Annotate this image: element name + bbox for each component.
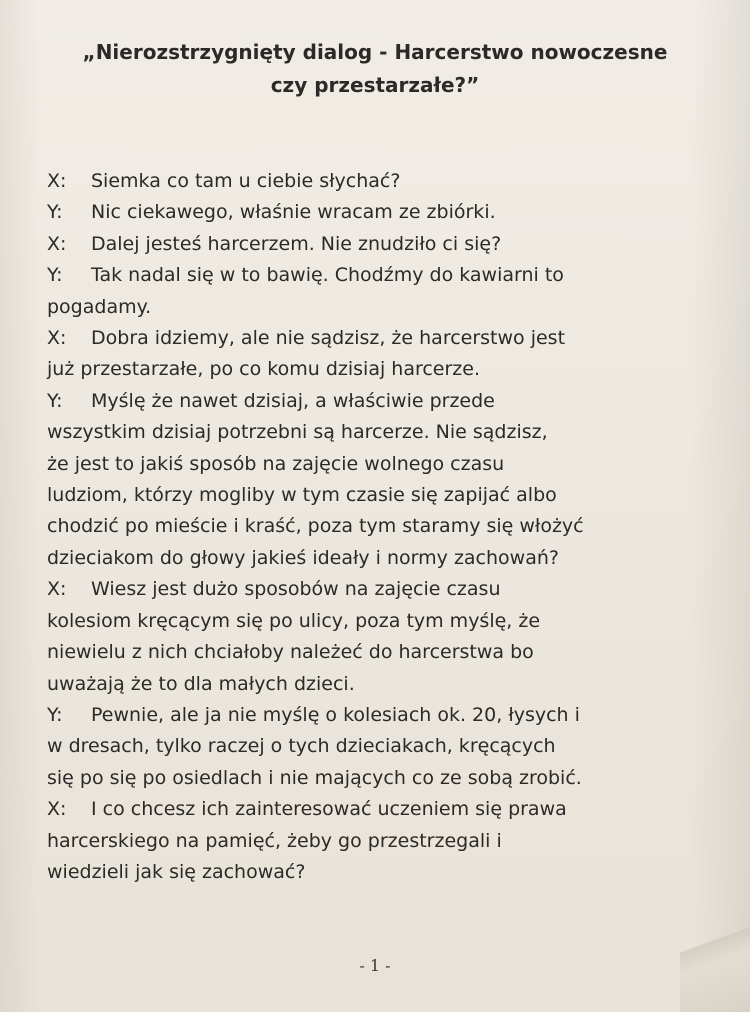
document-title — [0, 36, 750, 102]
dialog-text: wszystkim dzisiaj potrzebni są harcerze. Nie sądzisz, — [47, 421, 548, 444]
dialog-line-continuation — [47, 606, 697, 637]
dialog-text: pogadamy. — [47, 295, 152, 318]
dialog-line-continuation — [47, 511, 697, 542]
dialog-line — [47, 574, 697, 605]
dialog-line — [47, 260, 697, 291]
speaker-label: X: — [47, 327, 67, 350]
speaker-label: X: — [47, 578, 67, 601]
speaker-label: X: — [47, 232, 67, 255]
dialog-line-continuation — [47, 763, 697, 794]
dialog-text: Dobra idziemy, ale nie sądzisz, że harcerstwo jest — [91, 327, 566, 350]
title-line-2: czy przestarzałe?” — [270, 73, 480, 97]
page-shadow-right — [690, 0, 750, 1012]
dialog-text: dzieciakom do głowy jakieś ideały i normy zachowań? — [47, 546, 559, 569]
dialog-text: harcerskiego na pamięć, żeby go przestrzegali i — [47, 829, 502, 852]
dialog-text: I co chcesz ich zainteresować uczeniem się prawa — [91, 798, 567, 821]
dialog-line-continuation — [47, 857, 697, 888]
dialog-text: Siemka co tam u ciebie słychać? — [91, 170, 401, 192]
dialog-line — [47, 700, 697, 731]
dialog-text: się po się po osiedlach i nie mających co ze sobą zrobić. — [47, 766, 582, 789]
dialog-line — [47, 197, 697, 228]
dialog-line — [47, 166, 697, 197]
dialog-line — [47, 229, 697, 260]
dialog-text: Wiesz jest dużo sposobów na zajęcie czasu — [91, 578, 501, 601]
dialog-line-continuation — [47, 292, 697, 323]
dialog-text: uważają że to dla małych dzieci. — [47, 672, 355, 695]
title-line-1: „Nierozstrzygnięty dialog - Harcerstwo nowoczesne — [82, 40, 668, 64]
dialog-text: Nic ciekawego, właśnie wracam ze zbiórki. — [91, 201, 496, 224]
dialog-line-continuation — [47, 480, 697, 511]
dialog-text: kolesiom kręcącym się po ulicy, poza tym myślę, że — [47, 609, 541, 632]
dialog-text: niewielu z nich chciałoby należeć do harcerstwa bo — [47, 641, 534, 664]
dialog-line — [47, 386, 697, 417]
dialog-line-continuation — [47, 449, 697, 480]
dialog-text: Tak nadal się w to bawię. Chodźmy do kawiarni to — [91, 264, 564, 287]
dialog-text: ludziom, którzy mogliby w tym czasie się zapijać albo — [47, 484, 557, 507]
speaker-label: Y: — [47, 201, 63, 224]
speaker-label: Y: — [47, 264, 63, 287]
dialog-line — [47, 323, 697, 354]
dialog-text: Myślę że nawet dzisiaj, a właściwie przede — [91, 389, 495, 412]
page-number: - 1 - — [359, 956, 391, 975]
speaker-label: X: — [47, 798, 67, 821]
dialog-text: Dalej jesteś harcerzem. Nie znudziło ci się? — [91, 232, 502, 255]
dialog-line-continuation — [47, 543, 697, 574]
dialog-line — [47, 794, 697, 825]
speaker-label: Y: — [47, 389, 63, 412]
dialog-text: chodzić po mieście i kraść, poza tym staramy się włożyć — [47, 515, 584, 538]
page-shadow-left — [0, 0, 40, 1012]
speaker-label: X: — [47, 170, 67, 192]
page-corner-curl — [680, 882, 750, 1012]
dialog-line-continuation — [47, 669, 697, 700]
dialog-text: Pewnie, ale ja nie myślę o kolesiach ok. 20, łysych i — [91, 703, 580, 726]
dialog-line-continuation — [47, 826, 697, 857]
dialog-line-continuation — [47, 417, 697, 448]
dialog-body — [47, 166, 697, 888]
dialog-text: już przestarzałe, po co komu dzisiaj harcerze. — [47, 358, 481, 381]
dialog-line-continuation — [47, 637, 697, 668]
speaker-label: Y: — [47, 703, 63, 726]
dialog-line-continuation — [47, 354, 697, 385]
dialog-text: wiedzieli jak się zachować? — [47, 860, 306, 883]
dialog-text: że jest to jakiś sposób na zajęcie wolnego czasu — [47, 452, 505, 475]
dialog-line-continuation — [47, 731, 697, 762]
dialog-text: w dresach, tylko raczej o tych dzieciakach, kręcących — [47, 735, 556, 758]
